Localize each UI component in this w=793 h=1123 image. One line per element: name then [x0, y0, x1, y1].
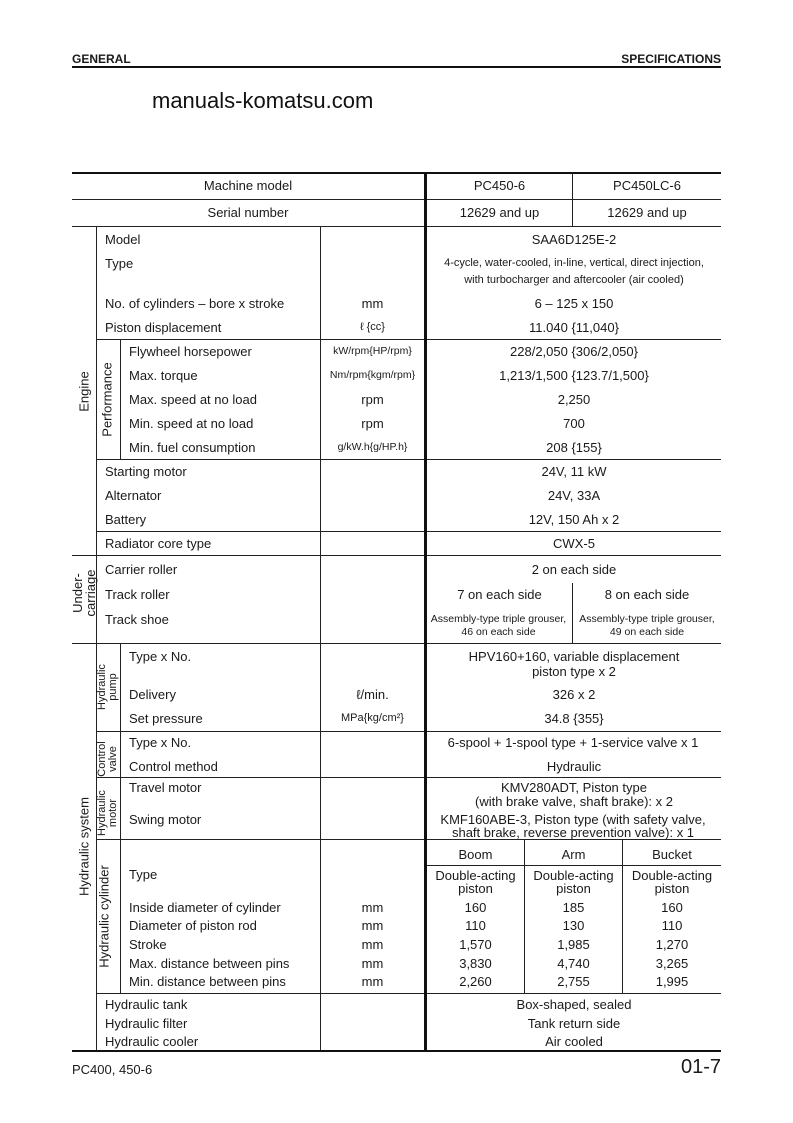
pump-label-line1: Hydraulic — [96, 664, 108, 710]
row-divider — [72, 226, 721, 227]
bucket-type-line1: Double-acting — [631, 868, 713, 883]
track-roller-pc450: 7 on each side — [457, 587, 542, 602]
fuel-consumption-value: 208 {155} — [546, 440, 602, 455]
engine-type-value-line2: with turbocharger and aftercooler (air cooled) — [464, 274, 684, 286]
max-speed-value: 2,250 — [557, 392, 591, 407]
max-pin-distance-label: Max. distance between pins — [129, 956, 290, 971]
row-divider — [72, 643, 721, 644]
hydraulic-filter-label: Hydraulic filter — [105, 1016, 188, 1031]
row-divider — [72, 555, 721, 556]
set-pressure-value: 34.8 {355} — [544, 711, 604, 726]
boom-type-line1: Double-acting — [435, 868, 516, 883]
max-speed-unit: rpm — [361, 392, 384, 407]
swing-motor-label: Swing motor — [129, 812, 202, 827]
track-shoe-pc450-line1: Assembly-type triple grouser, — [430, 613, 567, 625]
min-speed-value: 700 — [563, 416, 585, 431]
serial-number-label: Serial number — [207, 205, 289, 220]
control-valve-label-line2: valve — [107, 746, 119, 772]
arm-type-line2: piston — [556, 881, 591, 896]
valve-type-value: 6-spool + 1-spool type + 1-service valve x 1 — [447, 735, 699, 750]
header-rule — [72, 66, 721, 68]
set-pressure-unit: MPa{kg/cm²} — [341, 712, 404, 724]
hydraulic-tank-value: Box-shaped, sealed — [516, 997, 632, 1012]
set-pressure-label: Set pressure — [129, 711, 203, 726]
track-shoe-pc450lc-line2: 49 on each side — [609, 626, 685, 638]
row-divider — [96, 777, 721, 778]
engine-model-label: Model — [105, 232, 141, 247]
control-method-label: Control method — [129, 759, 218, 774]
engine-section-label: Engine — [76, 371, 92, 412]
track-shoe-pc450-line2: 46 on each side — [461, 626, 536, 638]
table-bottom-rule — [72, 1050, 721, 1052]
displacement-unit: ℓ {cc} — [360, 321, 385, 333]
radiator-label: Radiator core type — [105, 536, 212, 551]
max-torque-unit: Nm/rpm{kgm/rpm} — [329, 369, 416, 381]
pump-type-value-line2: piston type x 2 — [532, 664, 616, 679]
alternator-label: Alternator — [105, 488, 162, 503]
max-torque-label: Max. torque — [129, 368, 198, 383]
cylinder-type-label: Type — [129, 867, 158, 882]
model-pc450lc-6: PC450LC-6 — [613, 178, 681, 193]
swing-motor-value-line2: shaft brake, reverse prevention valve): x 1 — [451, 825, 695, 840]
max-speed-label: Max. speed at no load — [129, 392, 257, 407]
delivery-value: 326 x 2 — [552, 687, 596, 702]
starting-motor-label: Starting motor — [105, 464, 187, 479]
inside-diameter-bucket: 160 — [661, 900, 683, 915]
row-divider — [96, 459, 721, 460]
serial-pc450lc-6: 12629 and up — [607, 205, 687, 220]
pump-type-value-line1: HPV160+160, variable displacement — [468, 649, 680, 664]
engine-type-value-line1: 4-cycle, water-cooled, in-line, vertical, direct injection, — [444, 257, 704, 269]
undercarriage-label-line2: carriage — [83, 569, 98, 617]
control-valve-section-label — [97, 737, 119, 781]
table-top-rule — [72, 172, 721, 174]
max-pin-distance-bucket: 3,265 — [655, 956, 689, 971]
displacement-value: 11.040 {11,040} — [529, 320, 619, 335]
inside-diameter-unit: mm — [361, 900, 384, 915]
cylinder-col-bucket: Bucket — [652, 847, 692, 862]
cylinders-value: 6 – 125 x 150 — [534, 296, 614, 311]
flywheel-hp-unit: kW/rpm{HP/rpm} — [333, 345, 412, 357]
boom-type-line2: piston — [458, 881, 493, 896]
hydraulic-pump-section-label — [97, 653, 119, 721]
section-header-specifications: SPECIFICATIONS — [621, 52, 721, 66]
arm-type-line1: Double-acting — [533, 868, 614, 883]
hydraulic-system-section-label: Hydraulic system — [76, 797, 92, 896]
watermark: manuals-komatsu.com — [152, 88, 374, 113]
swing-motor-value-line1: KMF160ABE-3, Piston type (with safety valve, — [440, 812, 706, 827]
col-divider — [120, 643, 121, 993]
pump-type-label: Type x No. — [129, 649, 192, 664]
fuel-consumption-label: Min. fuel consumption — [129, 440, 256, 455]
bucket-type-line2: piston — [654, 881, 690, 896]
starting-motor-value: 24V, 11 kW — [541, 464, 607, 479]
stroke-bucket: 1,270 — [655, 937, 689, 952]
inside-diameter-label: Inside diameter of cylinder — [129, 900, 281, 915]
track-shoe-pc450lc-line1: Assembly-type triple grouser, — [579, 613, 715, 625]
rod-diameter-label: Diameter of piston rod — [129, 918, 257, 933]
performance-section-label: Performance — [99, 362, 115, 437]
cylinder-col-arm: Arm — [561, 847, 586, 862]
cylinders-label: No. of cylinders – bore x stroke — [105, 296, 285, 311]
undercarriage-label-line1: Under- — [70, 573, 85, 613]
flywheel-hp-label: Flywheel horsepower — [129, 344, 252, 359]
model-pc450-6: PC450-6 — [473, 178, 526, 193]
track-roller-label: Track roller — [105, 587, 170, 602]
undercarriage-section-label — [71, 558, 97, 628]
motor-label-line1: Hydraulic — [96, 790, 108, 836]
min-pin-distance-bucket: 1,995 — [655, 974, 689, 989]
fuel-consumption-unit: g/kW.h{g/HP.h} — [337, 441, 408, 453]
valve-type-label: Type x No. — [129, 735, 192, 750]
motor-label-line2: motor — [107, 798, 119, 828]
track-roller-pc450lc: 8 on each side — [604, 587, 690, 602]
alternator-value: 24V, 33A — [547, 488, 601, 503]
control-valve-label-line1: Control — [96, 741, 108, 777]
carrier-roller-label: Carrier roller — [105, 562, 178, 577]
page-number: 01-7 — [680, 1056, 721, 1078]
min-pin-distance-arm: 2,755 — [557, 974, 590, 989]
rod-diameter-unit: mm — [361, 918, 384, 933]
cylinders-unit: mm — [361, 296, 384, 311]
row-divider — [96, 339, 721, 340]
min-speed-label: Min. speed at no load — [129, 416, 254, 431]
inside-diameter-boom: 160 — [464, 900, 487, 915]
max-torque-value: 1,213/1,500 {123.7/1,500} — [499, 368, 649, 383]
inside-diameter-arm: 185 — [562, 900, 585, 915]
travel-motor-value-line1: KMV280ADT, Piston type — [501, 780, 647, 795]
cylinder-col-boom: Boom — [458, 847, 493, 862]
max-pin-distance-unit: mm — [361, 956, 384, 971]
stroke-unit: mm — [361, 937, 384, 952]
serial-pc450-6: 12629 and up — [459, 205, 540, 220]
flywheel-hp-value: 228/2,050 {306/2,050} — [510, 344, 638, 359]
footer-model: PC400, 450-6 — [72, 1062, 153, 1077]
row-divider — [96, 531, 721, 532]
hydraulic-filter-value: Tank return side — [527, 1016, 621, 1031]
displacement-label: Piston displacement — [105, 320, 222, 335]
rod-diameter-bucket: 110 — [661, 918, 683, 933]
min-speed-unit: rpm — [361, 416, 384, 431]
hydraulic-cylinder-section-label: Hydraulic cylinder — [96, 865, 112, 968]
track-shoe-label: Track shoe — [105, 612, 169, 627]
delivery-unit: ℓ/min. — [356, 687, 389, 702]
machine-model-label: Machine model — [203, 178, 293, 193]
rod-diameter-arm: 130 — [562, 918, 585, 933]
battery-label: Battery — [105, 512, 147, 527]
min-pin-distance-label: Min. distance between pins — [129, 974, 286, 989]
delivery-label: Delivery — [129, 687, 176, 702]
min-pin-distance-boom: 2,260 — [459, 974, 492, 989]
stroke-arm: 1,985 — [557, 937, 590, 952]
row-divider — [96, 993, 721, 994]
control-method-value: Hydraulic — [546, 759, 602, 774]
hydraulic-cooler-label: Hydraulic cooler — [105, 1034, 199, 1049]
max-pin-distance-boom: 3,830 — [459, 956, 492, 971]
engine-type-label: Type — [105, 256, 134, 271]
col-divider — [120, 339, 121, 459]
engine-model-value: SAA6D125E-2 — [531, 232, 617, 247]
section-header-general: GENERAL — [72, 52, 131, 66]
pump-label-line2: pump — [107, 673, 119, 701]
battery-value: 12V, 150 Ah x 2 — [528, 512, 620, 527]
hydraulic-cooler-value: Air cooled — [545, 1034, 603, 1049]
travel-motor-value-line2: (with brake valve, shaft brake): x 2 — [475, 794, 673, 809]
carrier-roller-value: 2 on each side — [531, 562, 617, 577]
min-pin-distance-unit: mm — [361, 974, 384, 989]
hydraulic-motor-section-label — [97, 785, 119, 841]
row-divider — [426, 865, 721, 866]
hydraulic-tank-label: Hydraulic tank — [105, 997, 188, 1012]
row-divider — [72, 199, 721, 200]
stroke-boom: 1,570 — [459, 937, 492, 952]
radiator-value: CWX-5 — [553, 536, 595, 551]
rod-diameter-boom: 110 — [465, 918, 486, 933]
stroke-label: Stroke — [129, 937, 167, 952]
travel-motor-label: Travel motor — [129, 780, 202, 795]
row-divider — [96, 731, 721, 732]
max-pin-distance-arm: 4,740 — [557, 956, 590, 971]
